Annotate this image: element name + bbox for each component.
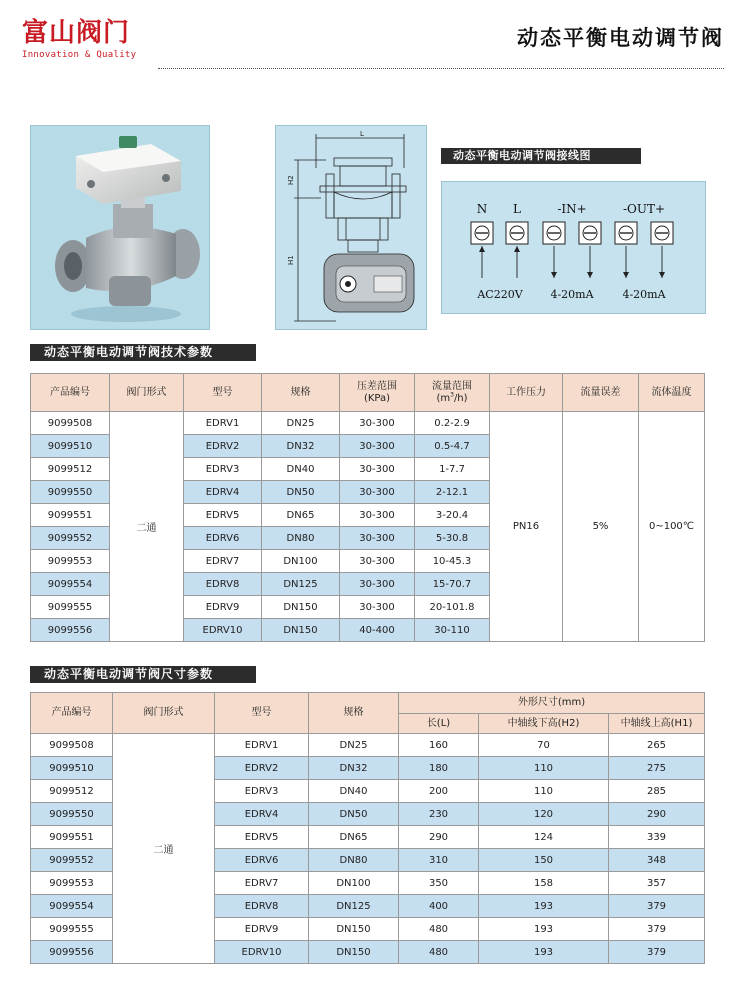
cell-h2: 70 [479,734,609,757]
cell-model: EDRV6 [215,849,309,872]
cell-pressure-range: 30-300 [340,504,415,527]
header-divider [158,68,724,69]
cell-size: DN80 [309,849,399,872]
pressure-range-unit: (KPa) [363,392,391,404]
cell-model: EDRV1 [184,412,262,435]
cell-model: EDRV8 [215,895,309,918]
cell-product-code: 9099510 [31,757,113,780]
cell-h1: 285 [609,780,705,803]
cell-product-code: 9099556 [31,619,110,642]
cell-model: EDRV5 [184,504,262,527]
cell-size: DN150 [309,918,399,941]
tech-params-table [30,373,705,642]
cell-flow-range: 30-110 [415,619,490,642]
cell-pressure-range: 30-300 [340,458,415,481]
cell-product-code: 9099552 [31,527,110,550]
cell-size: DN25 [262,412,340,435]
cell-flow-range: 1-7.7 [415,458,490,481]
cell-model: EDRV4 [184,481,262,504]
terminal-label-n: N [476,202,488,216]
brand-logo [22,18,136,60]
cell-product-code: 9099512 [31,780,113,803]
cell-size: DN32 [262,435,340,458]
cell-size: DN40 [262,458,340,481]
terminal-screw-icon [506,222,528,278]
cell-length: 350 [399,872,479,895]
col-header-model: 型号 [184,374,262,412]
table-row [31,734,705,757]
cell-size: DN50 [309,803,399,826]
terminal-screw-icon [579,222,601,278]
cell-size: DN150 [262,619,340,642]
cell-length: 230 [399,803,479,826]
caption-input-4-20ma: 4-20mA [550,288,594,301]
col-header-flow-error: 流量误差 [563,374,639,412]
col-header-h2: 中轴线下高(H2) [479,714,609,734]
cell-h2: 158 [479,872,609,895]
flow-range-label: 流量范围 [432,380,472,392]
terminal-screw-icon [651,222,673,278]
terminal-screw-icon [471,222,493,278]
col-header-form: 阀门形式 [110,374,184,412]
cell-h2: 110 [479,757,609,780]
cell-size: DN50 [262,481,340,504]
wiring-diagram-svg [442,182,707,315]
col-header-flow-range [415,374,490,412]
cell-model: EDRV10 [184,619,262,642]
col-header-h1: 中轴线上高(H1) [609,714,705,734]
cell-length: 180 [399,757,479,780]
col-header-code: 产品编号 [31,374,110,412]
cell-flow-range: 0.5-4.7 [415,435,490,458]
cell-product-code: 9099551 [31,826,113,849]
page-title: 动态平衡电动调节阀 [517,26,724,50]
cell-length: 200 [399,780,479,803]
cell-valve-form: 二通 [113,734,215,964]
cell-model: EDRV10 [215,941,309,964]
dim-label-length: L [360,130,364,138]
cell-model: EDRV8 [184,573,262,596]
cell-valve-form: 二通 [110,412,184,642]
cell-length: 480 [399,941,479,964]
cell-model: EDRV7 [215,872,309,895]
cell-product-code: 9099554 [31,573,110,596]
cell-h1: 379 [609,895,705,918]
cell-pressure-range: 30-300 [340,550,415,573]
cell-h1: 339 [609,826,705,849]
terminal-label-out: -OUT+ [622,202,666,216]
cell-h1: 348 [609,849,705,872]
cell-product-code: 9099550 [31,803,113,826]
cell-h2: 124 [479,826,609,849]
cell-model: EDRV6 [184,527,262,550]
cell-product-code: 9099508 [31,734,113,757]
cell-product-code: 9099553 [31,550,110,573]
wiring-diagram-title: 动态平衡电动调节阀接线图 [441,148,641,164]
cell-size: DN25 [309,734,399,757]
tech-table-title: 动态平衡电动调节阀技术参数 [30,344,256,361]
cell-h2: 120 [479,803,609,826]
cell-size: DN40 [309,780,399,803]
cell-model: EDRV3 [215,780,309,803]
dim-table-title: 动态平衡电动调节阀尺寸参数 [30,666,256,683]
terminal-screw-icon [543,222,565,278]
col-header-outline-dimensions: 外形尺寸(mm) [399,693,705,714]
cell-h1: 265 [609,734,705,757]
cell-model: EDRV7 [184,550,262,573]
cell-model: EDRV9 [184,596,262,619]
cell-h1: 290 [609,803,705,826]
valve-dimension-diagram [276,126,428,331]
col-header-size: 规格 [262,374,340,412]
caption-ac220v: AC220V [477,288,523,301]
table-row [31,412,705,435]
caption-output-4-20ma: 4-20mA [622,288,666,301]
cell-length: 400 [399,895,479,918]
cell-h2: 110 [479,780,609,803]
cell-size: DN65 [309,826,399,849]
cell-pressure-range: 30-300 [340,596,415,619]
cell-product-code: 9099555 [31,596,110,619]
cell-size: DN125 [262,573,340,596]
cell-temperature: 0~100℃ [639,412,705,642]
col-header-temperature: 流体温度 [639,374,705,412]
cell-model: EDRV2 [184,435,262,458]
cell-product-code: 9099555 [31,918,113,941]
cell-model: EDRV1 [215,734,309,757]
cell-size: DN150 [262,596,340,619]
cell-product-code: 9099510 [31,435,110,458]
brand-tagline: Innovation & Quality [22,50,137,60]
brand-name: 富山阀门 [22,18,131,48]
cell-flow-range: 0.2-2.9 [415,412,490,435]
flow-range-unit: $(m^3/h)$ [436,391,468,404]
cell-size: DN150 [309,941,399,964]
cell-pressure-range: 30-300 [340,435,415,458]
terminal-label-l: L [513,202,521,216]
cell-h1: 275 [609,757,705,780]
cell-h2: 193 [479,941,609,964]
col-header-size: 规格 [309,693,399,734]
dim-label-h1: H1 [287,255,295,265]
cell-flow-range: 3-20.4 [415,504,490,527]
cell-product-code: 9099508 [31,412,110,435]
product-photo [30,125,210,330]
wiring-diagram [441,181,706,314]
cell-model: EDRV2 [215,757,309,780]
cell-model: EDRV3 [184,458,262,481]
valve-photo-illustration [31,126,210,330]
cell-flow-range: 10-45.3 [415,550,490,573]
cell-pressure-range: 30-300 [340,573,415,596]
cell-h2: 193 [479,918,609,941]
cell-length: 310 [399,849,479,872]
cell-pressure-range: 40-400 [340,619,415,642]
dim-label-h2: H2 [287,175,295,185]
cell-flow-error: 5% [563,412,639,642]
cell-size: DN65 [262,504,340,527]
cell-size: DN80 [262,527,340,550]
cell-h2: 150 [479,849,609,872]
cell-flow-range: 2-12.1 [415,481,490,504]
cell-length: 480 [399,918,479,941]
cell-product-code: 9099550 [31,481,110,504]
cell-product-code: 9099552 [31,849,113,872]
cell-size: DN100 [309,872,399,895]
cell-length: 160 [399,734,479,757]
cell-pressure-range: 30-300 [340,412,415,435]
cell-product-code: 9099556 [31,941,113,964]
col-header-model: 型号 [215,693,309,734]
col-header-form: 阀门形式 [113,693,215,734]
cell-length: 290 [399,826,479,849]
cell-model: EDRV4 [215,803,309,826]
cell-h1: 379 [609,941,705,964]
cell-h2: 193 [479,895,609,918]
cell-work-pressure: PN16 [490,412,563,642]
cell-flow-range: 20-101.8 [415,596,490,619]
col-header-code: 产品编号 [31,693,113,734]
cell-pressure-range: 30-300 [340,481,415,504]
cell-model: EDRV5 [215,826,309,849]
cell-h1: 379 [609,918,705,941]
cell-product-code: 9099554 [31,895,113,918]
cell-product-code: 9099551 [31,504,110,527]
terminal-label-in: -IN+ [557,202,587,216]
col-header-length: 长(L) [399,714,479,734]
col-header-pressure-range [340,374,415,412]
cell-size: DN125 [309,895,399,918]
cell-flow-range: 15-70.7 [415,573,490,596]
cell-size: DN100 [262,550,340,573]
cell-h1: 357 [609,872,705,895]
cell-flow-range: 5-30.8 [415,527,490,550]
col-header-work-pressure: 工作压力 [490,374,563,412]
cell-product-code: 9099553 [31,872,113,895]
terminal-screw-icon [615,222,637,278]
cell-model: EDRV9 [215,918,309,941]
dimension-drawing [275,125,427,330]
cell-pressure-range: 30-300 [340,527,415,550]
pressure-range-label: 压差范围 [357,380,397,392]
cell-size: DN32 [309,757,399,780]
dim-params-table [30,692,705,964]
cell-product-code: 9099512 [31,458,110,481]
